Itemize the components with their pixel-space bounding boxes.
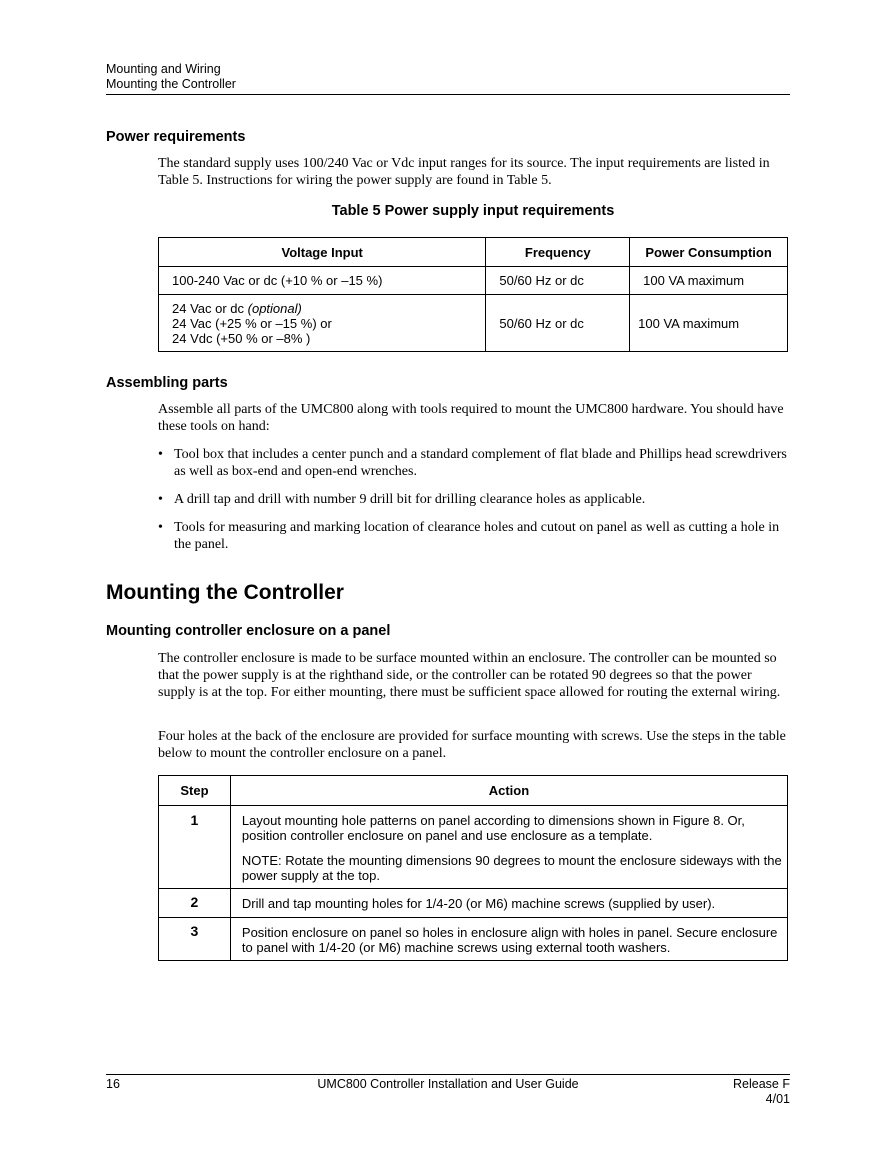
col-step: Step — [159, 776, 231, 806]
optional-label: (optional) — [247, 300, 302, 316]
power-requirements-heading: Power requirements — [106, 129, 246, 145]
step-number: 2 — [159, 889, 231, 918]
footer-document-title: UMC800 Controller Installation and User Guide — [317, 1077, 579, 1091]
mounting-paragraph-1: The controller enclosure is made to be surface mounted within an enclosure. The controller can be mounted so that the power supply is at the righthand side, or the controller can be rotated 90 degrees so that the power supply is at the top. For either mounting, there must be sufficient space allowed for routing the external wiring. — [158, 651, 781, 700]
power-cell: 100 VA maximum — [630, 295, 788, 352]
section-title: Mounting the Controller — [106, 581, 344, 604]
list-item-text: Tools for measuring and marking location of clearance holes and cutout on panel as well as cutting a hole in the panel. — [174, 520, 780, 552]
list-item-text: Tool box that includes a center punch and a standard complement of flat blade and Phillips head screwdrivers as well as box-end and open-end wrenches. — [174, 447, 787, 479]
assembling-intro-paragraph: Assemble all parts of the UMC800 along with tools required to mount the UMC800 hardware. You should have these tools on hand: — [158, 402, 784, 434]
release-date: 4/01 — [765, 1092, 790, 1106]
col-frequency: Frequency — [486, 238, 630, 267]
header-section: Mounting the Controller — [106, 77, 236, 91]
table-header-row — [159, 238, 788, 267]
assembling-parts-heading: Assembling parts — [106, 375, 228, 391]
page-footer — [106, 1074, 790, 1106]
voltage-line: 24 Vac (+25 % or –15 %) or — [172, 315, 332, 331]
step-number: 3 — [159, 918, 231, 961]
page-header — [106, 62, 790, 95]
col-power-consumption: Power Consumption — [630, 238, 788, 267]
power-intro-paragraph: The standard supply uses 100/240 Vac or Vdc input ranges for its source. The input requirements are listed in Table 5. Instructions for wiring the power supply are found in Table 5. — [158, 156, 770, 188]
frequency-cell: 50/60 Hz or dc — [486, 267, 630, 295]
release-label: Release F — [733, 1077, 790, 1091]
voltage-cell: 100-240 Vac or dc (+10 % or –15 %) — [159, 267, 486, 295]
list-item — [158, 446, 790, 480]
step-action: Drill and tap mounting holes for 1/4-20 (or M6) machine screws (supplied by user). — [230, 889, 787, 918]
step-number: 1 — [159, 806, 231, 889]
col-voltage-input: Voltage Input — [159, 238, 486, 267]
mounting-paragraph-2: Four holes at the back of the enclosure are provided for surface mounting with screws. Use the steps in the table below to mount the controller enclosure on a panel. — [158, 729, 786, 761]
power-supply-table — [158, 237, 788, 352]
list-item — [158, 491, 790, 508]
table5-caption: Table 5 Power supply input requirements — [331, 203, 615, 219]
col-action: Action — [230, 776, 787, 806]
voltage-cell — [159, 295, 486, 352]
bullet-icon: • — [158, 520, 163, 535]
page-number: 16 — [106, 1077, 120, 1091]
table-row — [159, 806, 788, 889]
table-row — [159, 267, 788, 295]
power-cell: 100 VA maximum — [630, 267, 788, 295]
bullet-icon: • — [158, 492, 163, 507]
table-row — [159, 295, 788, 352]
list-item-text: A drill tap and drill with number 9 drill bit for drilling clearance holes as applicable. — [174, 492, 646, 507]
step-note: NOTE: Rotate the mounting dimensions 90 degrees to mount the enclosure sideways with the power supply at the top. — [241, 853, 782, 883]
bullet-icon: • — [158, 447, 163, 462]
mounting-enclosure-heading: Mounting controller enclosure on a panel — [106, 623, 391, 639]
tools-list — [158, 446, 790, 564]
table-header-row — [159, 776, 788, 806]
footer-release — [733, 1077, 790, 1107]
step-action-text: Layout mounting hole patterns on panel according to dimensions shown in Figure 8. Or, position controller enclosure on panel and use enclosure as a template. — [241, 813, 745, 843]
voltage-line: 24 Vdc (+50 % or –8% ) — [172, 330, 311, 346]
table-row — [159, 889, 788, 918]
table-row — [159, 918, 788, 961]
step-action: Position enclosure on panel so holes in enclosure align with holes in panel. Secure enclosure to panel with 1/4-20 (or M6) machine screws using external tooth washers. — [230, 918, 787, 961]
header-chapter: Mounting and Wiring — [106, 62, 221, 76]
list-item — [158, 519, 790, 553]
voltage-line: 24 Vac or dc — [172, 300, 248, 316]
step-action — [230, 806, 787, 889]
mounting-steps-table — [158, 775, 788, 961]
frequency-cell: 50/60 Hz or dc — [486, 295, 630, 352]
